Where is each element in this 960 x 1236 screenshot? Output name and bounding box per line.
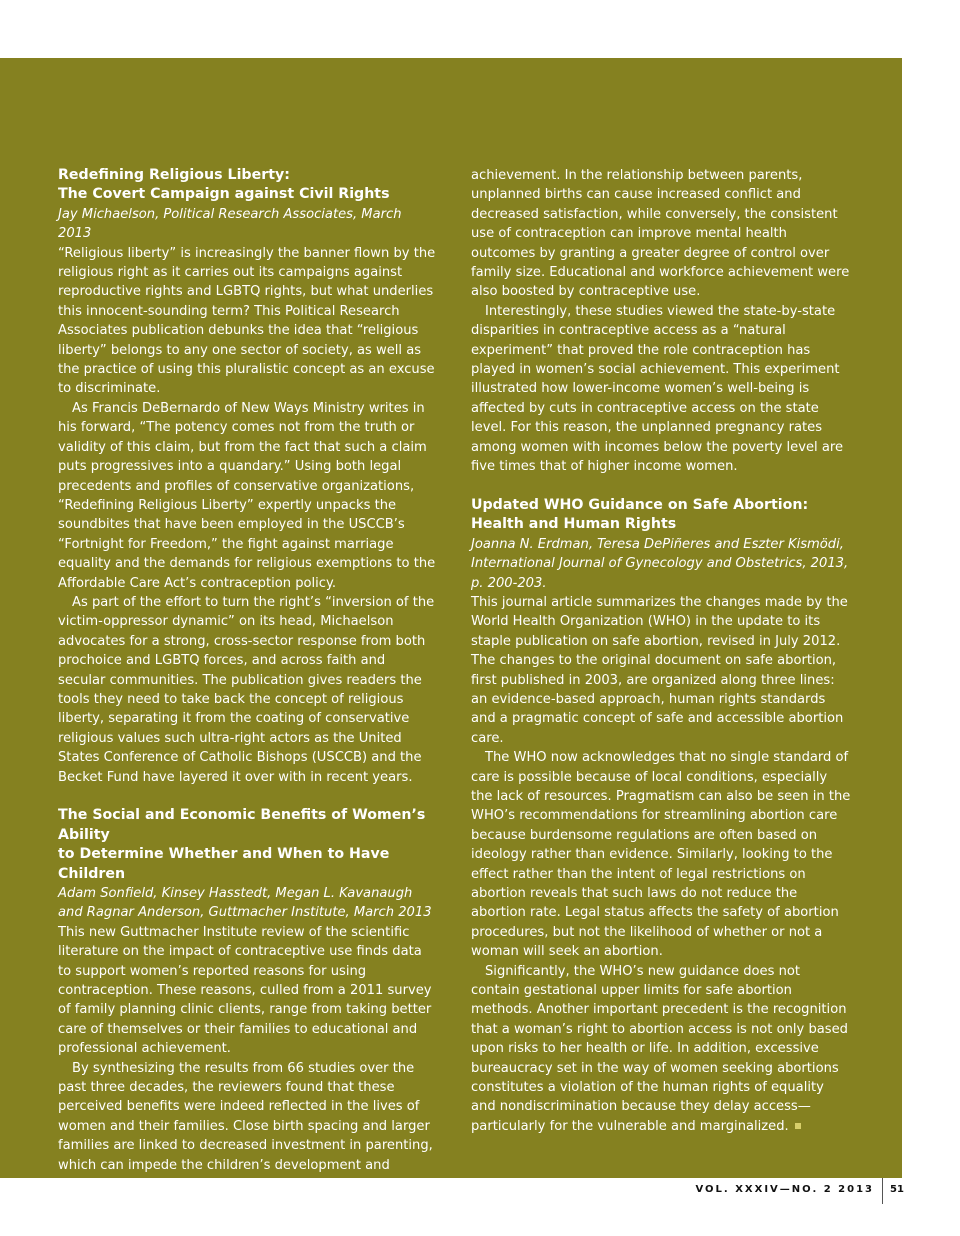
article-1-paragraph-2: As Francis DeBernardo of New Ways Ministry writes in his forward, “The potency comes not from the truth or validity of this claim, but from the fact that such a claim puts progressives into a quandary.” Using both legal precedents and profiles of conservative organizations, “Redefining Religious Liberty” expertly unpacks the soundbites that have been employed in the USCCB’s “Fortnight for Freedom,” the fight against marriage equality and the demands for religious exemptions to the Affordable Care Act’s contraception policy. [58,400,436,591]
article-2-title-line-1: The Social and Economic Benefits of Women’s Ability [58,807,426,843]
article-2-paragraph-1: This new Guttmacher Institute review of the scientific literature on the impact of contraceptive use finds data to support women’s reported reasons for using contraception. These reasons, culled from a 2011 survey of family planning clinic clients, range from taking better care of themselves or their families to educational and professional achievement. [58,924,432,1057]
left-column [58,166,436,1195]
page-number: 51 [890,1184,904,1195]
article-3 [471,496,851,1136]
article-2 [58,806,436,1194]
article-2-byline: Adam Sonfield, Kinsey Hasstedt, Megan L. Kavanaugh and Ragnar Anderson, Guttmacher Institute, March 2013 [58,886,432,921]
article-3-paragraph-3 [471,962,851,1137]
article-3-paragraph-3-text: Significantly, the WHO’s new guidance does not contain gestational upper limits for safe abortion methods. Another important precedent is the recognition that a woman’s right to abortion access is not only based upon risks to her health or life. In addition, excessive bureaucracy set in the way of women seeking abortions constitutes a violation of the human rights of equality and nondiscrimination because they delay access—particularly for the vulnerable and marginalized. [471,963,848,1134]
right-column [471,166,851,1136]
article-1-byline: Jay Michaelson, Political Research Associates, March 2013 [58,206,402,242]
article-2-title-line-2: to Determine Whether and When to Have Children [58,846,390,882]
article-3-byline: Joanna N. Erdman, Teresa DePiñeres and Eszter Kismödi, International Journal of Gynecology and Obstetrics, 2013, p. 200-203. [471,536,849,591]
article-3-title-line-1: Updated WHO Guidance on Safe Abortion: [471,496,809,513]
article-1-title-line-1: Redefining Religious Liberty: [58,167,290,183]
article-2-continued-paragraph-2: Interestingly, these studies viewed the state-by-state disparities in contraceptive access as a “natural experiment” that proved the role contraception has played in women’s social achievement. This experiment illustrated how lower-income women’s well-being is affected by cuts in contraceptive access on the state level. For this reason, the unplanned pregnancy rates among women with incomes below the poverty level are five times that of higher income women. [471,303,844,475]
footer-divider [882,1178,883,1204]
article-3-paragraph-2: The WHO now acknowledges that no single standard of care is possible because of local conditions, especially the lack of resources. Pragmatism can also be seen in the WHO’s recommendations for streamlining abortion care because burdensome regulations are often based on ideology rather than evidence. Similarly, looking to the effect rather than the intent of legal restrictions on abortion reveals that such laws do not reduce the abortion rate. Legal status affects the safety of abortion procedures, but not the likelihood of whether or not a woman will seek an abortion. [471,750,851,960]
article-2-paragraph-2: By synthesizing the results from 66 studies over the past three decades, the reviewers found that these perceived benefits were indeed reflected in the lives of women and their families. Close birth spacing and larger families are linked to decreased investment in parenting, which can impede the children’s development and educational [58,1060,433,1193]
footer-volume-issue: VOL. XXXIV—NO. 2 2013 [695,1184,874,1195]
article-1-paragraph-3: As part of the effort to turn the right’s “inversion of the victim-oppressor dynamic” on its head, Michaelson advocates for a strong, cross-sector response from both prochoice and LGBTQ forces, and across faith and secular communities. The publication gives readers the tools they need to take back the concept of religious liberty, separating it from the coating of conservative religious values such ultra-right actors as the United States Conference of Catholic Bishops (USCCB) and the Becket Fund have layered it over with in recent years. [58,594,435,785]
article-1 [58,166,436,787]
article-3-paragraph-1: This journal article summarizes the changes made by the World Health Organization (WHO) in the update to its staple publication on safe abortion, revised in July 2012. The changes to the original document on safe abortion, first published in 2003, are organized along three lines: an evidence-based approach, human rights standards and a pragmatic concept of safe and accessible abortion care. [471,594,848,746]
article-2-continued-paragraph-1: achievement. In the relationship between parents, unplanned births can cause increased conflict and decreased satisfaction, while conversely, the consistent use of contraception can improve mental health outcomes by granting a greater degree of control over family size. Educational and workforce achievement were also boosted by contraceptive use. [471,168,850,300]
article-1-title-line-2: The Covert Campaign against Civil Rights [58,186,390,203]
end-of-article-square-icon [795,1123,801,1129]
article-1-paragraph-1: “Religious liberty” is increasingly the banner flown by the religious right as it carries out its campaigns against reproductive rights and LGBTQ rights, but what underlies this innocent-sounding term? This Political Research Associates publication debunks the idea that “religious liberty” belongs to any one sector of society, as well as the practice of using this pluralistic concept as an excuse to discriminate. [58,245,436,397]
article-3-title-line-2: Health and Human Rights [471,516,677,533]
